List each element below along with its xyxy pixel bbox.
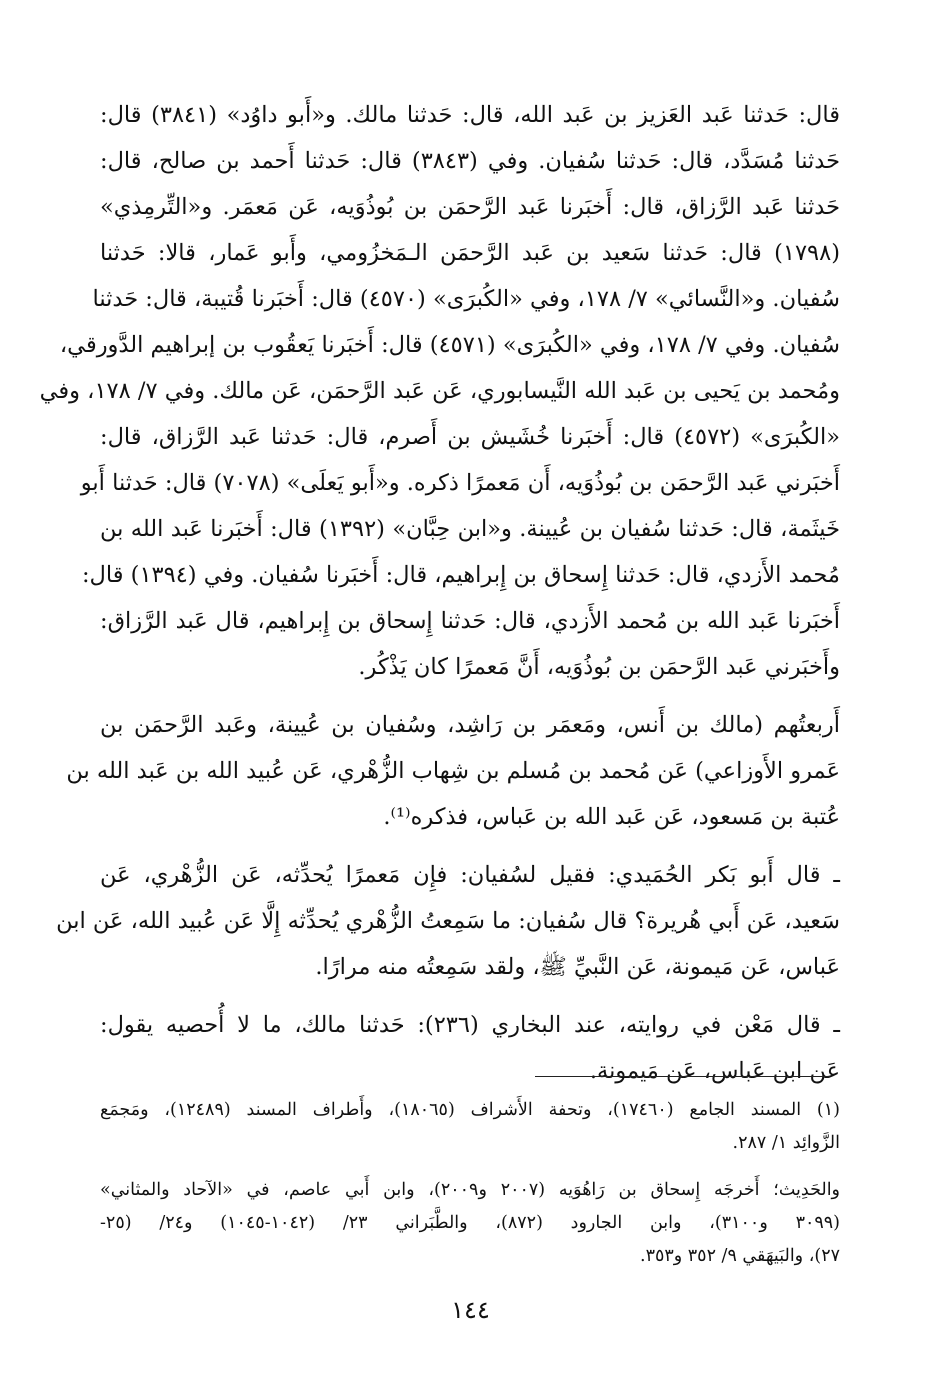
text-line: «الكُبرَى» (٤٥٧٢) قال: أَخبَرنا خُشَيش بن أَصرم، قال: حَدثنا عَبد الرَّزاق، قال: [100,424,840,450]
text-line: سُفيان. و«النَّسائي» ٧/ ١٧٨، وفي «الكُبرَى» (٤٥٧٠) قال: أَخبَرنا قُتيبة، قال: حَدثنا [92,286,840,312]
text-line: حَدثنا عَبد الرَّزاق، قال: أَخبَرنا عَبد الرَّحمَن بن بُوذُوَيه، عَن مَعمَر. و«التِّرمِذي» [100,194,840,220]
paragraph-1 [39,92,840,690]
text-line: (١٧٩٨) قال: حَدثنا سَعيد بن عَبد الرَّحمَن الـمَخزُومي، وأَبو عَمار، قالا: حَدثنا [100,240,840,266]
footnote-2 [100,1174,840,1273]
footnote-1 [100,1094,840,1160]
text-line: قال: حَدثنا عَبد العَزيز بن عَبد الله، قال: حَدثنا مالك. و«أَبو داوُد» (٣٨٤١) قال: [100,102,840,128]
footnote-line: الزَّوائِد ١/ ٢٨٧. [732,1133,840,1153]
paragraph-4 [100,1002,840,1094]
text-line: أَخبَرني عَبد الرَّحمَن بن بُوذُوَيه، أَن مَعمرًا ذكره. و«أَبو يَعلَى» (٧٠٧٨) قال: حَدثنا أَبو [80,470,840,496]
text-line: حَدثنا مُسَدَّد، قال: حَدثنا سُفيان. وفي (٣٨٤٣) قال: حَدثنا أَحمد بن صالح، قال: [100,148,840,174]
text-line: أَربعتُهم (مالك بن أَنس، ومَعمَر بن رَاشِد، وسُفيان بن عُيينة، وعَبد الرَّحمَن بن [100,712,840,738]
text-line: سَعيد، عَن أَبي هُريرة؟ قال سُفيان: ما سَمِعتُ الزُّهْري يُحدِّثه إِلَّا عَن عُبيد الله، عَن ابن [56,908,840,934]
text-line: وأَخبَرني عَبد الرَّحمَن بن بُوذُوَيه، أَنَّ مَعمرًا كان يَذْكُر. [358,654,840,680]
footnote-line: والحَدِيث؛ أَخرجَه إِسحاق بن رَاهُوَيه (٢٠٠٧ و٢٠٠٩)، وابن أَبي عاصم، في «الآحاد والمثاني» [100,1180,841,1200]
text-line: ـ قال أَبو بَكر الحُمَيدي: فقيل لسُفيان: فإِن مَعمرًا يُحدِّثه، عَن الزُّهْري، عَن [100,862,840,888]
text-line: مُحمد الأَزدي، قال: حَدثنا إِسحاق بن إِبراهيم، قال: أَخبَرنا سُفيان. وفي (١٣٩٤) قال: [81,562,840,588]
page-number: ١٤٤ [451,1296,490,1324]
paragraph-3 [56,852,840,990]
paragraph-2 [66,702,840,840]
footnote-line: ٢٧)، والبَيهَقي ٩/ ٣٥٢ و٣٥٣. [639,1246,840,1266]
footnote-line: (٣٠٩٩ و٣١٠٠)، وابن الجارود (٨٧٢)، والطَّبَراني ٢٣/ (١٠٤٢-١٠٤٥) و٢٤/ (٢٥- [100,1213,840,1233]
text-line: عَن ابن عَباس، عَن مَيمونة. [589,1058,840,1084]
text-line: ومُحمد بن يَحيى بن عَبد الله النَّيسابوري، عَن عَبد الرَّحمَن، عَن مالك. وفي ٧/ ١٧٨، وفي [39,378,840,404]
text-line: أَخبَرنا عَبد الله بن مُحمد الأَزدي، قال: حَدثنا إِسحاق بن إِبراهيم، قال عَبد الرَّزاق: [100,608,840,634]
text-line: عَباس، عَن مَيمونة، عَن النَّبيِّ ﷺ، ولقد سَمِعتُه منه مرارًا. [315,954,840,980]
footnotes [100,1094,840,1273]
text-line: خَيثَمة، قال: حَدثنا سُفيان بن عُيينة. و«ابن حِبَّان» (١٣٩٢) قال: أَخبَرنا عَبد الله بن [100,516,840,542]
footnote-line: (١) المسند الجامع (١٧٤٦٠)، وتحفة الأَشراف (١٨٠٦٥)، وأَطراف المسند (١٢٤٨٩)، ومَجمَع [100,1100,840,1120]
text-line: سُفيان. وفي ٧/ ١٧٨، وفي «الكُبرَى» (٤٥٧١) قال: أَخبَرنا يَعقُوب بن إبراهيم الدَّورقي، [59,332,840,358]
text-line: عَمرو الأَوزاعي) عَن مُحمد بن مُسلم بن شِهاب الزُّهْري، عَن عُبيد الله بن عَبد الله بن [66,758,840,784]
main-text [39,92,840,1094]
text-line: ـ قال مَعْن في روايته، عند البخاري (٢٣٦): حَدثنا مالك، ما لا أُحصيه يقول: [100,1012,840,1038]
footnote-divider [535,1076,830,1077]
text-line: عُتبة بن مَسعود، عَن عَبد الله بن عَباس، فذكره⁽¹⁾. [383,804,840,830]
